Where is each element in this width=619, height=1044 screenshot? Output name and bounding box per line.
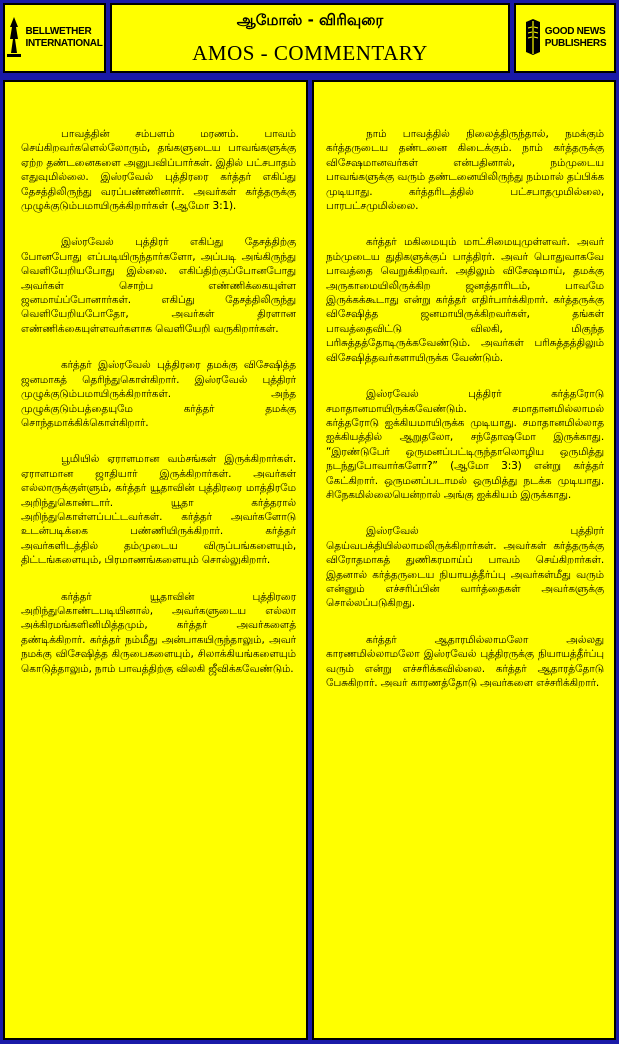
title-box xyxy=(110,3,510,73)
bellwether-logo-icon xyxy=(6,17,22,59)
paragraph: பாவத்தின் சம்பளம் மரணம். பாவம் செய்கிறவர்களெல்லோரும், தங்களுடைய பாவங்களுக்கு ஏற்ற தண்டனைகளை அனுபவிப்பார்கள். இதில் பட்சபாதம் எதுவுமில்லை. இஸ்ரவேல் புத்திரரை கர்த்தர் எகிப்து தேசத்திலிருந்து வரப்பண்ணினார். அவர்கள் கர்த்தருக்கு முழுக்குடும்பமாயிருக்கிறார்கள் (ஆமோ 3:1). xyxy=(21,128,296,213)
paragraph: இஸ்ரவேல் புத்திரர் எகிப்து தேசத்திற்கு போனபோது எப்படியிருந்தார்களோ, அப்படி அங்கிருந்து வெளியேறியபோது இல்லை. எகிப்திற்குப்போனபோது அவர்கள் சொற்ப எண்ணிக்கையுள்ள ஜனமாய்ப்போனார்கள். எகிப்து தேசத்திலிருந்து வெளியேறியபோதோ, அவர்கள் திரளான எண்ணிக்கையுள்ளவர்களாக வெளியேறி வருகிறார்கள். xyxy=(21,236,296,335)
page-header xyxy=(0,0,619,77)
paragraph: கர்த்தர் மகிமையும் மாட்சிமையுமுள்ளவர். அவர் நம்முடைய துதிகளுக்குப் பாத்திரர். அவர் பொதுவாகவே பாவத்தை வெறுக்கிறவர். அதிலும் விசேஷமாய், தமக்கு அருகாமையிலிருக்கிற ஜனத்தாரிடம், பாவமே இருக்கக்கூடாது என்று கர்த்தர் எதிர்பார்க்கிறார். கர்த்தருக்கு விசேஷித்த ஜனமாயிருக்கிறவர்கள், தங்கள் பாவத்தைவிட்டு விலகி, மிகுந்த பரிசுத்தத்தோடிருக்கவேண்டும். அவர்கள் பரிசுத்தத்திலும் விசேஷித்தவர்களாயிருக்க வேண்டும். xyxy=(326,236,604,364)
paragraph: நாம் பாவத்தில் நிலைத்திருந்தால், நமக்கும் கர்த்தருடைய தண்டனை கிடைக்கும். நாம் கர்த்தருக்கு விசேஷமானவர்கள் என்பதினால், நம்முடைய பாவங்களுக்கு வரும் தண்டனையிலிருந்து நம்மால் தப்பிக்க முடியாது. கர்த்தரிடத்தில் பட்சபாதமுமில்லை, பாரபட்சமுமில்லை. xyxy=(326,128,604,213)
page-title-tamil: ஆமோஸ் - விரிவுரை xyxy=(236,11,384,29)
paragraph: கர்த்தர் இஸ்ரவேல் புத்திரரை தமக்கு விசேஷித்த ஜனமாகத் தெரிந்துகொள்கிறார். இஸ்ரவேல் புத்திரர் முழுக்குடும்பமாயிருக்கிறார்கள். அந்த முழுக்குடும்பத்தையுமே கர்த்தர் தமக்கு சொந்தமாக்கிக்கொள்கிறார். xyxy=(21,359,296,429)
goodnews-logo-text: GOOD NEWS PUBLISHERS xyxy=(544,26,607,49)
paragraph: இஸ்ரவேல் புத்திரர் கர்த்தரோடு சமாதானமாயிருக்கவேண்டும். சமாதானமில்லாமல் கர்த்தரோடு ஐக்கியமாயிருக்க முடியாது. சமாதானமில்லாத ஐக்கியத்தில் ஆறுதலோ, சந்தோஷமோ இருக்காது. “இரண்டுபேர் ஒருமனப்பட்டிருந்தாலொழிய ஒருமித்து நடந்துபோவார்களோ?” (ஆமோ 3:3) என்று கர்த்தர் கேட்கிறார். ஒருமனப்படாமல் ஒருமித்து நடக்க முடியாது. சிநேகமில்லையென்றால் அங்கு ஐக்கியம் இருக்காது. xyxy=(326,388,604,501)
paragraph: கர்த்தர் ஆதாரமில்லாமலோ அல்லது காரணமில்லாமலோ இஸ்ரவேல் புத்திரருக்கு நியாயத்தீர்ப்பு வரும் என்று எச்சரிக்கவில்லை. கர்த்தர் ஆதாரத்தோடு பேசுகிறார். அவர் காரணத்தோடு அவர்களை எச்சரிக்கிறார். xyxy=(326,633,604,689)
bellwether-logo-text: BELLWETHER INTERNATIONAL xyxy=(25,26,103,49)
paragraph: பூமியில் ஏராளமான வம்சங்கள் இருக்கிறார்கள். ஏராளமான ஜாதியார் இருக்கிறார்கள். அவர்கள் எல்லாருக்குள்ளும், கர்த்தர் யூதாவின் புத்திரரை மாத்திரமே அறிந்துகொண்டார். யூதா கர்த்தரால் அறிந்துகொள்ளப்பட்டவர்கள். கர்த்தர் அவர்களோடு உடன்படிக்கை பண்ணியிருக்கிறார். கர்த்தர் அவர்களிடத்தில் தம்முடைய விருப்பங்களையும், திட்டங்களையும், பிரமாணங்களையும் சொல்லுகிறார். xyxy=(21,453,296,567)
left-column xyxy=(3,80,308,1040)
bellwether-logo-box xyxy=(3,3,106,73)
book-logo-icon xyxy=(524,18,542,58)
right-column xyxy=(312,80,616,1040)
goodnews-logo-box xyxy=(514,3,616,73)
paragraph: கர்த்தர் யூதாவின் புத்திரரை அறிந்துகொண்டபடியினால், அவர்களுடைய எல்லா அக்கிரமங்களினிமித்தமும், கர்த்தர் அவர்களைத் தண்டிக்கிறார். கர்த்தர் நம்மீது அன்பாகயிருந்தாலும், அவர் நமக்கு விசேஷித்த கிருபைகளையும், சிலாக்கியங்களையும் கொடுத்தாலும், நாம் பாவத்திற்கு விலகி ஜீவிக்கவேண்டும். xyxy=(21,590,296,675)
page-title-english: AMOS - COMMENTARY xyxy=(192,41,428,65)
paragraph: இஸ்ரவேல் புத்திரர் தெய்வபக்தியில்லாமலிருக்கிறார்கள். அவர்கள் கர்த்தருக்கு விரோதமாகத் துணிகரமாய்ப் பாவம் செய்கிறார்கள். இதனால் கர்த்தருடைய நியாயத்தீர்ப்பு அவர்கள்மீது வரும் என்னும் எச்சரிப்பின் வார்த்தைகள் அவர்களுக்கு சொல்லப்படுகிறது. xyxy=(326,525,604,610)
